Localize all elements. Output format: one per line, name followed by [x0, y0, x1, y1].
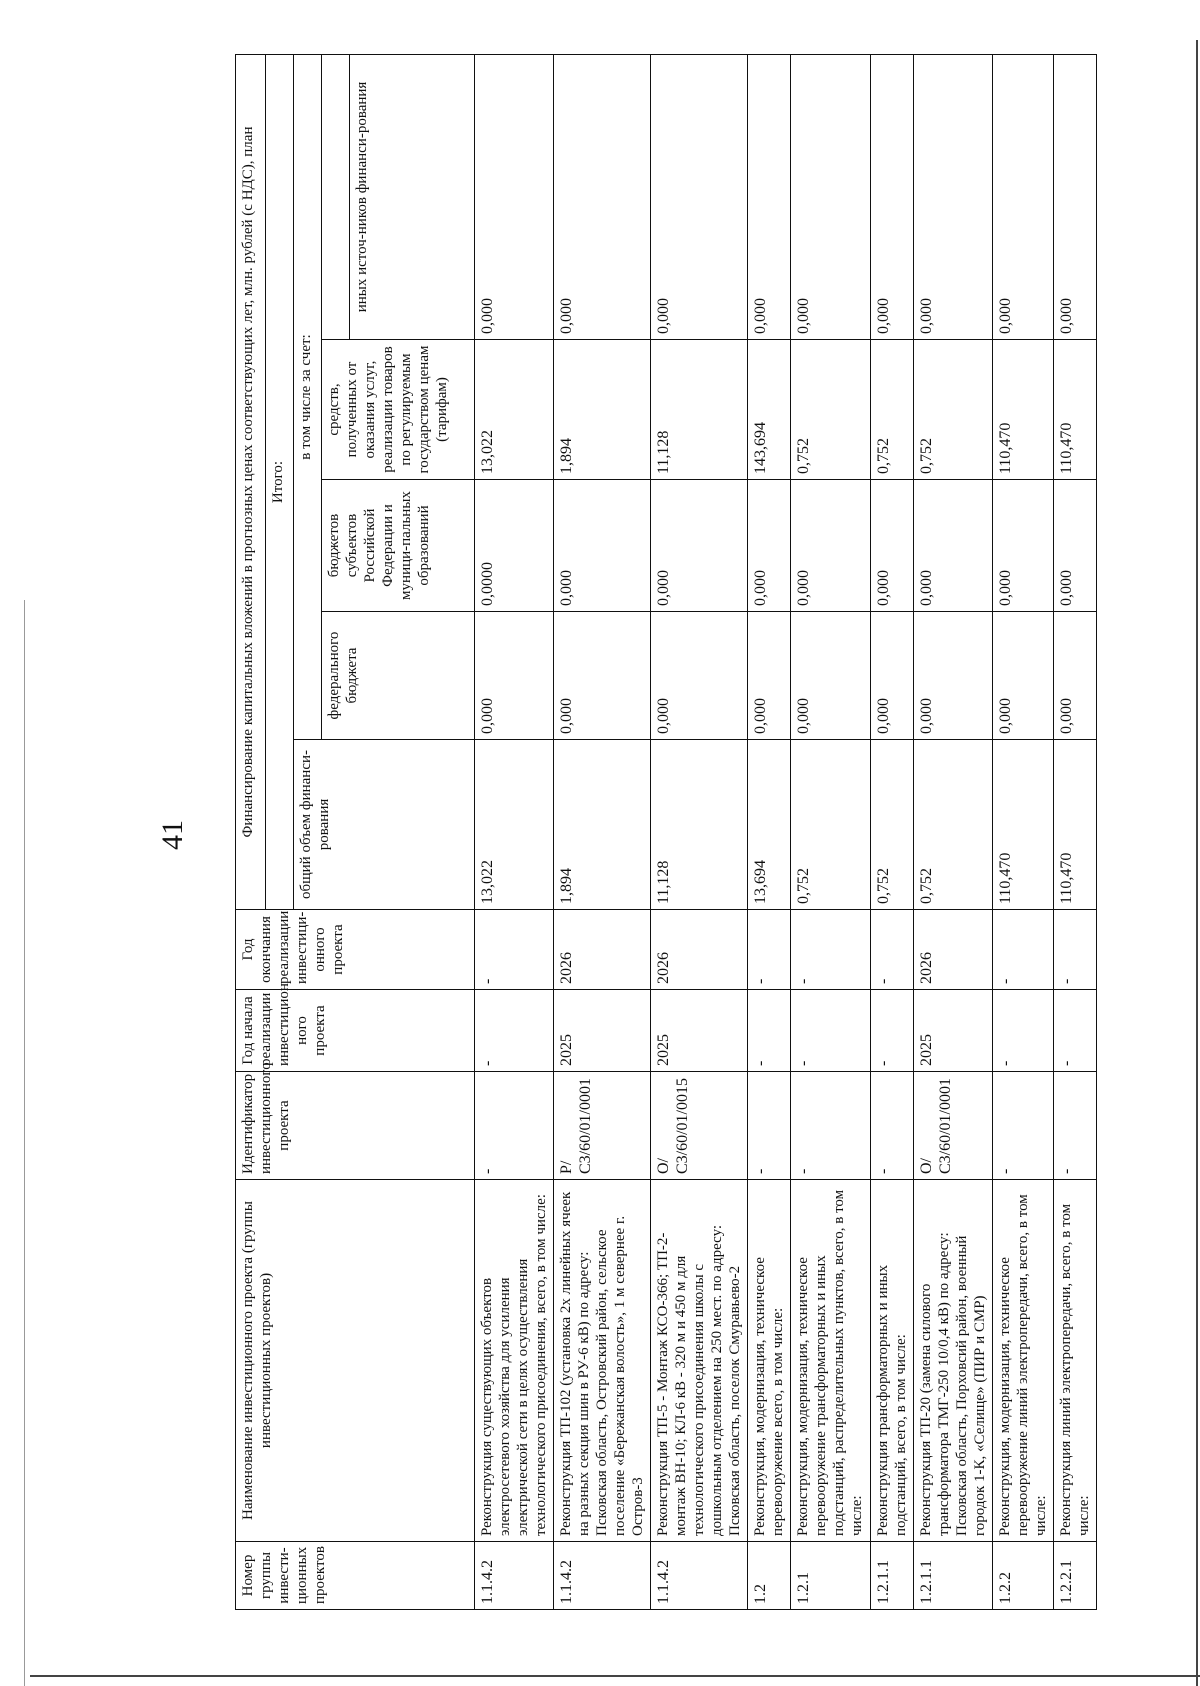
cell-total: 0,752 — [871, 740, 914, 910]
cell-regional: 0,000 — [748, 480, 791, 612]
cell-end: - — [1054, 910, 1097, 990]
cell-federal: 0,000 — [1054, 612, 1097, 740]
cell-start: - — [475, 990, 554, 1072]
cell-other: 0,000 — [748, 54, 791, 339]
cell-services: 110,470 — [993, 340, 1054, 480]
cell-regional: 0,0000 — [475, 480, 554, 612]
cell-num: 1.2 — [748, 1542, 791, 1610]
table-row — [871, 54, 914, 1609]
cell-start: - — [748, 990, 791, 1072]
cell-name: Реконструкция ТП-20 (замена силового трансформатора ТМГ-250 10/0,4 кВ) по адресу: Псковская область, Порховсий район, военный городок 1-К, «Селище» (ПИР и СМР) — [914, 1180, 993, 1542]
cell-end: - — [748, 910, 791, 990]
cell-id: - — [993, 1072, 1054, 1180]
cell-total: 11,128 — [651, 740, 748, 910]
header-year-end: Год окончания реализации инвестици-онного проекта — [236, 910, 475, 990]
investment-table — [235, 54, 1097, 1610]
cell-num: 1.2.2 — [993, 1542, 1054, 1610]
table-row — [554, 54, 651, 1609]
header-including: в том числе за счет: — [294, 54, 322, 739]
header-name: Наименование инвестиционного проекта (группы инвестиционных проектов) — [236, 1180, 475, 1542]
table-body — [475, 54, 1097, 1609]
cell-num: 1.1.4.2 — [554, 1542, 651, 1610]
cell-name: Реконструкция трансформаторных и иных подстанций, всего, в том числе: — [871, 1180, 914, 1542]
cell-federal: 0,000 — [554, 612, 651, 740]
header-financing: Финансирование капитальных вложений в прогнозных ценах соответствующих лет, млн. рублей (с НДС), план — [236, 54, 266, 909]
cell-other: 0,000 — [651, 54, 748, 339]
cell-num: 1.2.1 — [791, 1542, 871, 1610]
header-federal: федерального бюджета — [322, 612, 475, 740]
header-regional: бюджетов субъектов Российской Федерации и муници-пальных образований — [322, 480, 475, 612]
cell-other: 0,000 — [554, 54, 651, 339]
cell-total: 1,894 — [554, 740, 651, 910]
cell-end: - — [475, 910, 554, 990]
header-other: иных источ-ников финанси-рования — [350, 54, 475, 339]
header-total-volume: общий объем финанси-рования — [294, 740, 475, 910]
cell-name: Реконструкция линий электропередачи, всего, в том числе: — [1054, 1180, 1097, 1542]
cell-services: 0,752 — [914, 340, 993, 480]
cell-end: - — [791, 910, 871, 990]
cell-services: 0,752 — [791, 340, 871, 480]
table-row — [475, 54, 554, 1609]
table-row — [791, 54, 871, 1609]
cell-name: Реконструкция существующих объектов электросетевого хозяйства для усиления электрической сети в целях осуществления технологического присоединения, всего, в том числе: — [475, 1180, 554, 1542]
cell-start: - — [871, 990, 914, 1072]
cell-start: - — [1054, 990, 1097, 1072]
cell-end: 2026 — [554, 910, 651, 990]
cell-federal: 0,000 — [651, 612, 748, 740]
cell-num: 1.2.2.1 — [1054, 1542, 1097, 1610]
cell-other: 0,000 — [475, 54, 554, 339]
cell-total: 110,470 — [1054, 740, 1097, 910]
header-group-number: Номер группы инвести-ционных проектов — [236, 1542, 475, 1610]
cell-id: - — [1054, 1072, 1097, 1180]
cell-start: 2025 — [651, 990, 748, 1072]
cell-total: 0,752 — [914, 740, 993, 910]
cell-id: - — [748, 1072, 791, 1180]
cell-total: 13,022 — [475, 740, 554, 910]
cell-regional: 0,000 — [914, 480, 993, 612]
cell-other: 0,000 — [871, 54, 914, 339]
cell-regional: 0,000 — [651, 480, 748, 612]
cell-services: 143,694 — [748, 340, 791, 480]
cell-federal: 0,000 — [871, 612, 914, 740]
cell-start: 2025 — [914, 990, 993, 1072]
table-row — [993, 54, 1054, 1609]
cell-federal: 0,000 — [914, 612, 993, 740]
table-row — [748, 54, 791, 1609]
cell-start: - — [993, 990, 1054, 1072]
cell-id: - — [791, 1072, 871, 1180]
cell-id: О/С3/60/01/0015 — [651, 1072, 748, 1180]
cell-name: Реконструкция, модернизация, техническое перевооружение линий электропередачи, всего, в том числе: — [993, 1180, 1054, 1542]
page-number: 41 — [156, 820, 189, 850]
cell-id: - — [871, 1072, 914, 1180]
cell-id: Р/С3/60/01/0001 — [554, 1072, 651, 1180]
cell-services: 11,128 — [651, 340, 748, 480]
cell-federal: 0,000 — [475, 612, 554, 740]
sheet-edge-left — [24, 600, 25, 1686]
cell-name: Реконструкция ТП-5 - Монтаж КСО-366; ТП-2-монтаж ВН-10; КЛ-6 кВ - 320 м и 450 м для технологического присоединения школы с дошкольным отделением на 250 мест. по адресу: Псковская область, поселок Смуравьево-2 — [651, 1180, 748, 1542]
cell-num: 1.2.1.1 — [871, 1542, 914, 1610]
cell-other: 0,000 — [1054, 54, 1097, 339]
cell-regional: 0,000 — [791, 480, 871, 612]
header-identifier: Идентификатор инвестиционного проекта — [236, 1072, 475, 1180]
table-row — [1054, 54, 1097, 1609]
cell-end: 2026 — [914, 910, 993, 990]
table-row — [651, 54, 748, 1609]
cell-num: 1.1.4.2 — [475, 1542, 554, 1610]
sheet-edge-bottom — [30, 1675, 1200, 1677]
cell-id: О/С3/60/01/0001 — [914, 1072, 993, 1180]
cell-regional: 0,000 — [554, 480, 651, 612]
cell-federal: 0,000 — [748, 612, 791, 740]
cell-start: - — [791, 990, 871, 1072]
cell-end: - — [871, 910, 914, 990]
cell-end: 2026 — [651, 910, 748, 990]
cell-regional: 0,000 — [1054, 480, 1097, 612]
cell-regional: 0,000 — [993, 480, 1054, 612]
cell-other: 0,000 — [791, 54, 871, 339]
cell-name: Реконструкция, модернизация, техническое перевооружение всего, в том числе: — [748, 1180, 791, 1542]
rotated-page — [150, 55, 1200, 1610]
cell-name: Реконструкция, модернизация, техническое перевооружение трансформаторных и иных подстанций, распределительных пунктов, всего, в том числе: — [791, 1180, 871, 1542]
cell-num: 1.1.4.2 — [651, 1542, 748, 1610]
header-services: средств, полученных от оказания услуг, реализации товаров по регулируемым государством ценам (тарифам) — [322, 340, 475, 480]
cell-end: - — [993, 910, 1054, 990]
cell-id: - — [475, 1072, 554, 1180]
cell-federal: 0,000 — [993, 612, 1054, 740]
cell-total: 110,470 — [993, 740, 1054, 910]
header-year-start: Год начала реализации инвестицион ного проекта — [236, 990, 475, 1072]
cell-num: 1.2.1.1 — [914, 1542, 993, 1610]
cell-total: 0,752 — [791, 740, 871, 910]
cell-services: 13,022 — [475, 340, 554, 480]
header-spacer — [322, 54, 350, 339]
cell-services: 110,470 — [1054, 340, 1097, 480]
cell-federal: 0,000 — [791, 612, 871, 740]
header-total: Итого: — [266, 54, 294, 909]
cell-name: Реконструкция ТП-102 (установка 2х линейных ячеек на разных секция шин в РУ-6 кВ) по адресу: Псковская область, Островский район, сельское поселение «Бережанская волость», 1 м севернее г. Остров-3 — [554, 1180, 651, 1542]
cell-start: 2025 — [554, 990, 651, 1072]
cell-services: 1,894 — [554, 340, 651, 480]
cell-regional: 0,000 — [871, 480, 914, 612]
cell-other: 0,000 — [914, 54, 993, 339]
cell-other: 0,000 — [993, 54, 1054, 339]
table-row — [914, 54, 993, 1609]
cell-total: 13,694 — [748, 740, 791, 910]
cell-services: 0,752 — [871, 340, 914, 480]
